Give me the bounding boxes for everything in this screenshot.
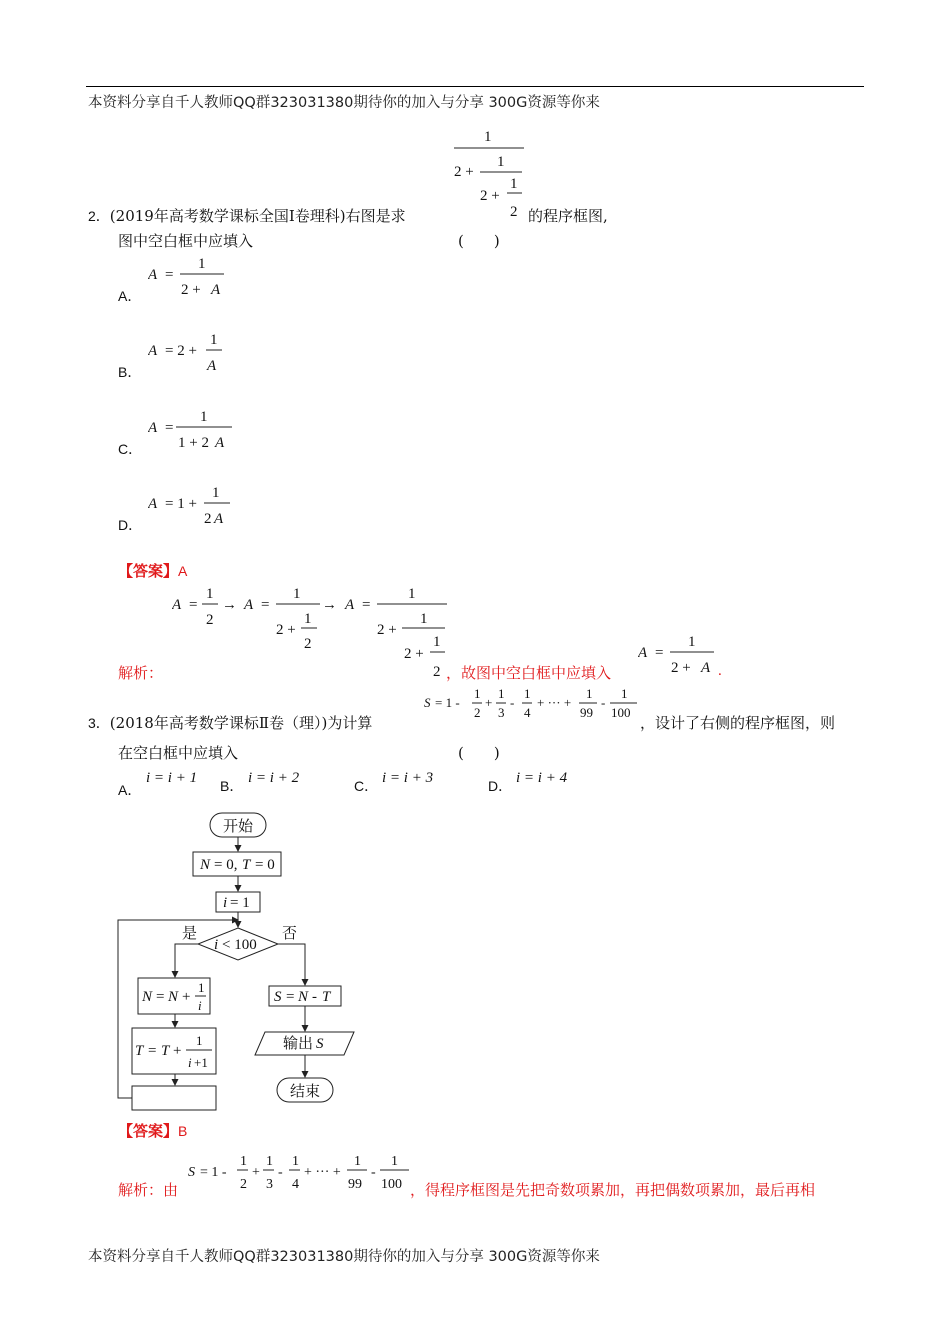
q2-option-c-expr [148,405,248,457]
svg-text:1: 1 [510,176,518,192]
svg-text:1: 1 [498,686,505,701]
q2-stem-line2: 图中空白框中应填入 [118,232,254,250]
svg-text:输出: 输出 [283,1036,314,1052]
q2-option-c-letter: C． [118,441,143,457]
q3-option-b-letter: B． [220,778,244,794]
svg-text:1: 1 [621,686,628,701]
svg-text:A: A [211,282,221,298]
svg-text:A: A [244,597,254,613]
q2-option-a-letter: A． [118,288,142,304]
q3-option-b-expr: i = i + 2 [248,770,300,786]
svg-text:< 100: < 100 [222,937,257,953]
svg-text:N: N [200,857,211,873]
q3-stem: 3．(2018年高考数学课标Ⅱ卷（理）)为计算 [88,714,373,732]
svg-text:=: = [362,597,371,613]
q2-option-d-letter: D． [118,517,143,533]
svg-text:2: 2 [240,1177,247,1192]
flow-start-label: 开始 [223,819,254,835]
svg-text:1: 1 [212,485,220,501]
svg-text:= 0,: = 0, [214,857,238,873]
svg-text:+: + [182,989,191,1005]
svg-text:S: S [188,1165,195,1180]
q2-stem-after: 的程序框图, [528,207,608,225]
svg-text:.: . [718,663,722,679]
svg-text:1 + 2: 1 + 2 [178,435,209,451]
svg-text:3: 3 [266,1177,273,1192]
q3-analysis-label: 解析：由 [118,1181,179,1199]
svg-text:1: 1 [266,1154,273,1169]
svg-text:1: 1 [408,586,416,602]
svg-text:1: 1 [420,611,428,627]
svg-text:T: T [161,1043,170,1059]
svg-text:= 1 -: = 1 - [435,695,460,710]
svg-text:= 1 -: = 1 - [200,1165,227,1180]
svg-text:= 1: = 1 [230,895,250,911]
svg-text:2 +: 2 + [480,188,500,204]
svg-text:2 +: 2 + [404,646,424,662]
svg-text:S: S [424,695,431,710]
header-rule [86,86,864,87]
svg-text:1: 1 [198,256,206,272]
svg-text:1: 1 [210,332,218,348]
q2-answer: 【答案】A [118,562,188,580]
svg-text:1: 1 [292,1154,299,1169]
svg-text:2 +: 2 + [454,164,474,180]
svg-text:+: + [485,695,493,710]
svg-text:=: = [165,420,174,436]
svg-text:A: A [345,597,355,613]
svg-text:2: 2 [433,664,441,680]
svg-text:=: = [189,597,198,613]
svg-text:2 +: 2 + [181,282,201,298]
svg-text:2 +: 2 + [377,622,397,638]
svg-text:A: A [214,511,224,527]
svg-text:N: N [142,989,153,1005]
svg-text:1: 1 [524,686,531,701]
q3-analysis-text: ，得程序框图是先把奇数项累加，再把偶数项累加，最后再相 [410,1181,816,1199]
svg-text:+ ··· +: + ··· + [304,1165,341,1180]
svg-text:-: - [510,695,515,710]
svg-text:1: 1 [206,586,214,602]
q2-stem: 2．(2019年高考数学课标全国Ⅰ卷理科)右图是求 [88,207,406,225]
svg-text:+: + [173,1043,182,1059]
svg-text:A: A [215,435,225,451]
q3-option-c-letter: C． [354,778,379,794]
svg-text:=: = [286,989,295,1005]
q2-analysis-chain [172,582,462,686]
svg-text:3: 3 [498,705,505,720]
flow-no-label: 否 [282,926,298,942]
q3-stem-after: ，设计了右侧的程序框图，则 [640,714,836,732]
svg-text:2: 2 [204,511,212,527]
flow-yes-label: 是 [182,926,198,942]
svg-text:1: 1 [240,1154,247,1169]
q2-analysis-label: 解析： [118,664,164,682]
svg-text:2: 2 [206,612,214,628]
svg-text:1: 1 [293,586,301,602]
svg-text:→: → [322,597,337,613]
svg-text:2: 2 [510,204,518,220]
svg-text:2: 2 [304,636,312,652]
svg-text:4: 4 [292,1177,299,1192]
svg-text:1: 1 [586,686,593,701]
svg-text:=: = [148,1043,157,1059]
svg-text:-: - [371,1165,376,1180]
q3-option-d-letter: D． [488,778,513,794]
svg-text:T: T [242,857,251,873]
svg-text:A: A [148,267,158,283]
svg-text:A: A [701,660,711,676]
q3-option-d-expr: i = i + 4 [516,770,568,786]
svg-text:1: 1 [688,634,696,650]
svg-text:A: A [148,496,158,512]
svg-text:1: 1 [433,634,441,650]
q2-option-d-expr [148,481,248,533]
svg-text:→: → [222,597,237,613]
svg-text:2 +: 2 + [276,622,296,638]
svg-text:1: 1 [196,1033,203,1048]
flow-blank-box [132,1086,216,1110]
svg-text:100: 100 [381,1177,402,1192]
q3-paren: ( ) [458,744,500,762]
svg-text:2 +: 2 + [671,660,691,676]
q2-analysis-text: ，故图中空白框中应填入 [446,664,612,682]
svg-text:N: N [168,989,179,1005]
svg-text:i: i [214,937,219,953]
svg-text:+ ··· +: + ··· + [537,695,572,710]
svg-text:-: - [278,1165,283,1180]
q3-option-a-expr: i = i + 1 [146,770,198,786]
svg-text:100: 100 [611,705,631,720]
svg-text:+1: +1 [194,1055,208,1070]
svg-text:1: 1 [484,129,492,145]
svg-text:=: = [156,989,165,1005]
svg-text:4: 4 [524,705,531,720]
svg-text:=: = [261,597,270,613]
svg-text:i: i [188,1055,192,1070]
q3-flowchart [110,805,370,1120]
svg-text:-: - [601,695,606,710]
q3-option-c-expr: i = i + 3 [382,770,434,786]
svg-text:S: S [316,1036,324,1052]
page-header: 本资料分享自千人教师QQ群323031380期待你的加入与分享 300G资源等你来 [88,95,600,111]
svg-text:T: T [135,1043,144,1059]
svg-text:1: 1 [474,686,481,701]
svg-text:= 1 +: = 1 + [165,496,197,512]
svg-text:1: 1 [304,611,312,627]
q3-stem-line2: 在空白框中应填入 [118,744,239,762]
q3-analysis-expr [188,1150,413,1202]
svg-text:=: = [165,267,174,283]
svg-text:A: A [148,343,158,359]
q2-option-b-expr [148,328,238,380]
svg-text:1: 1 [198,980,205,995]
q3-option-a-letter: A． [118,782,142,798]
svg-text:A: A [172,597,182,613]
flow-end-label: 结束 [290,1084,321,1100]
svg-text:1: 1 [200,409,208,425]
q3-series-expr [424,686,644,730]
q2-option-b-letter: B． [118,364,142,380]
svg-text:S: S [274,989,282,1005]
svg-text:= 0: = 0 [255,857,275,873]
svg-text:= 2 +: = 2 + [165,343,197,359]
svg-text:99: 99 [348,1177,362,1192]
svg-text:1: 1 [354,1154,361,1169]
svg-text:=: = [655,645,664,661]
svg-text:-: - [312,989,317,1005]
svg-text:+: + [252,1165,260,1180]
svg-text:1: 1 [391,1154,398,1169]
svg-text:T: T [322,989,331,1005]
svg-text:i: i [223,895,228,911]
svg-text:A: A [207,358,217,374]
svg-text:2: 2 [474,705,481,720]
svg-text:1: 1 [497,154,505,170]
svg-text:N: N [298,989,309,1005]
svg-text:i: i [198,998,202,1013]
svg-text:A: A [638,645,648,661]
q2-analysis-result [638,630,730,684]
q3-answer: 【答案】B [118,1122,188,1140]
q2-paren: ( ) [458,232,500,250]
q2-continued-fraction [452,126,532,227]
svg-text:A: A [148,420,158,436]
page-footer: 本资料分享自千人教师QQ群323031380期待你的加入与分享 300G资源等你来 [88,1249,600,1265]
svg-text:99: 99 [580,705,593,720]
q2-option-a-expr [148,252,238,304]
